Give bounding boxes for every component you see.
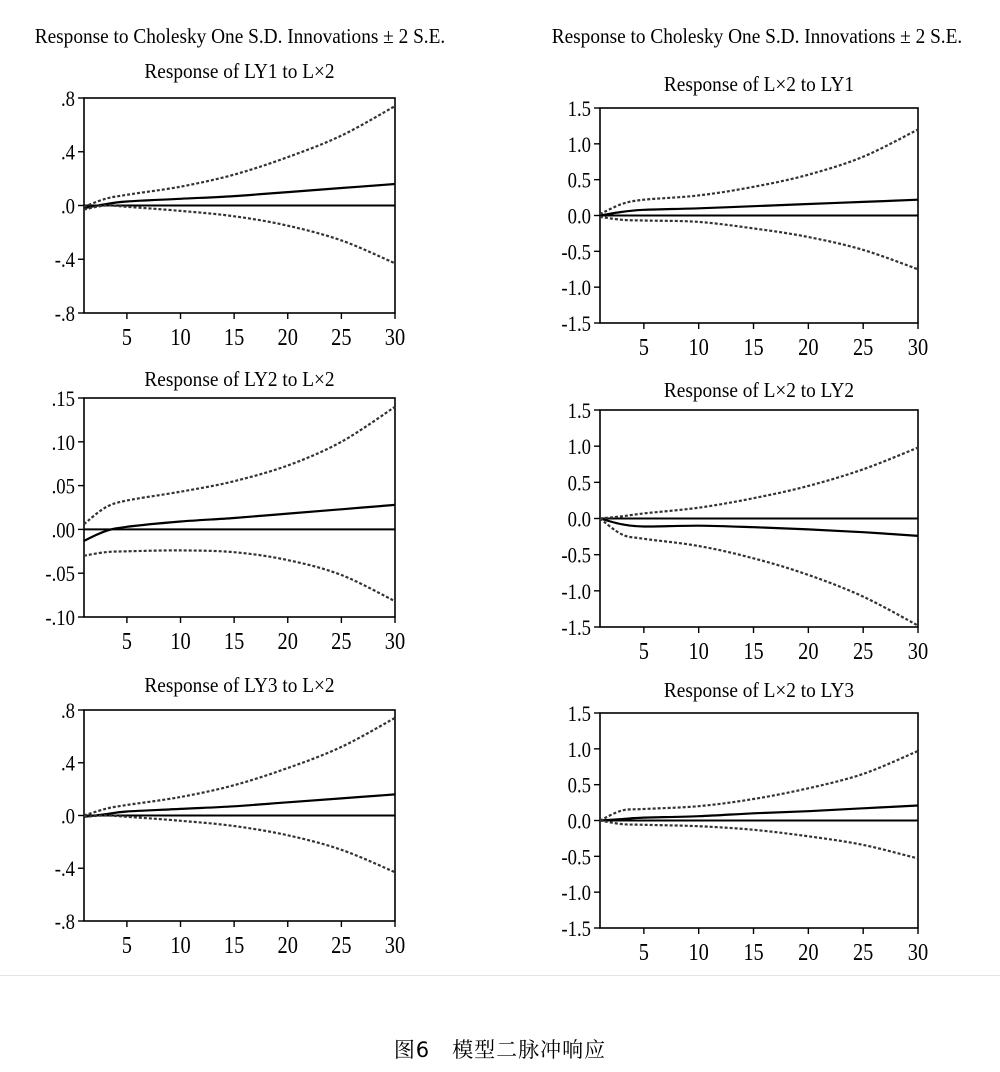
x-tick-label: 15 [743, 333, 764, 361]
y-tick-label: 1.0 [567, 738, 591, 763]
chart-title: Response of L×2 to LY3 [663, 679, 855, 703]
chart-title: Response of L×2 to LY1 [663, 73, 855, 97]
response-line [600, 200, 918, 216]
x-tick-label: 5 [121, 323, 132, 351]
y-tick-label: 1.5 [567, 702, 591, 727]
x-tick-label: 10 [688, 333, 709, 361]
x-tick-label: 20 [798, 333, 819, 361]
y-tick-label: .10 [51, 431, 75, 456]
y-tick-label: 1.5 [567, 399, 591, 424]
chart-title: Response of L×2 to LY2 [663, 379, 855, 403]
x-tick-label: 15 [223, 931, 245, 959]
y-tick-label: 0.0 [567, 205, 591, 229]
upper-band-line [600, 751, 918, 821]
lower-band-line [84, 816, 395, 873]
y-tick-label: 0.5 [567, 472, 591, 496]
x-tick-label: 5 [638, 333, 649, 361]
y-tick-label: -0.5 [561, 241, 591, 265]
y-tick-label: .4 [60, 752, 75, 777]
y-tick-label: -1.0 [561, 580, 591, 605]
chart-title: Response of LY3 to L×2 [144, 674, 335, 698]
x-tick-label: 10 [688, 637, 709, 665]
x-tick-label: 10 [170, 931, 191, 959]
lower-band-line [84, 550, 395, 601]
y-tick-label: -0.5 [561, 544, 591, 569]
x-tick-label: 30 [907, 333, 929, 361]
upper-band-line [600, 448, 918, 519]
response-line [600, 519, 918, 536]
y-tick-label: -1.5 [561, 312, 591, 337]
x-tick-label: 30 [384, 627, 406, 655]
x-tick-label: 10 [688, 938, 709, 966]
chart-3 [45, 368, 405, 654]
y-tick-label: -.05 [45, 562, 75, 587]
y-tick-label: .8 [60, 87, 75, 112]
response-line [84, 505, 395, 541]
y-tick-label: -1.0 [561, 276, 591, 301]
x-tick-label: 5 [121, 931, 132, 959]
upper-band-line [84, 407, 395, 524]
y-tick-label: 0.5 [567, 774, 591, 799]
x-tick-label: 20 [798, 637, 819, 665]
chart-title: Response of LY2 to L×2 [144, 368, 335, 392]
y-tick-label: -.10 [45, 606, 75, 631]
x-tick-label: 25 [852, 333, 874, 361]
y-tick-label: -1.5 [561, 616, 591, 641]
chart-4 [561, 379, 928, 664]
y-tick-label: 0.5 [567, 169, 591, 194]
chart-5 [55, 674, 405, 958]
x-tick-label: 30 [907, 637, 929, 665]
y-tick-label: .05 [51, 475, 75, 499]
plot-frame [84, 398, 395, 617]
y-tick-label: -1.5 [561, 917, 591, 942]
figure-divider [0, 975, 1000, 976]
left-column-header: Response to Cholesky One S.D. Innovations ± 2 S.E. [34, 25, 446, 49]
y-tick-label: -1.0 [561, 881, 591, 906]
x-tick-label: 5 [638, 938, 649, 966]
y-tick-label: -.4 [54, 857, 75, 882]
lower-band-line [600, 821, 918, 859]
y-tick-label: 1.0 [567, 435, 591, 460]
x-tick-label: 25 [852, 938, 874, 966]
x-tick-label: 25 [331, 323, 352, 351]
x-tick-label: 10 [170, 323, 191, 351]
x-tick-label: 15 [223, 627, 245, 655]
right-column-header: Response to Cholesky One S.D. Innovations ± 2 S.E. [551, 25, 963, 49]
lower-band-line [600, 217, 918, 269]
x-tick-label: 10 [170, 627, 191, 655]
x-tick-label: 20 [277, 627, 298, 655]
y-tick-label: 1.0 [567, 133, 591, 158]
response-line [84, 794, 395, 816]
y-tick-label: 0.0 [567, 810, 591, 834]
y-tick-label: .00 [51, 519, 75, 543]
x-tick-label: 15 [223, 323, 245, 351]
x-tick-label: 5 [638, 637, 649, 665]
y-tick-label: 1.5 [567, 97, 591, 122]
lower-band-line [600, 519, 918, 626]
x-tick-label: 30 [384, 931, 406, 959]
x-tick-label: 20 [277, 323, 298, 351]
chart-2 [561, 73, 928, 360]
x-tick-label: 25 [331, 931, 352, 959]
upper-band-line [84, 718, 395, 816]
y-tick-label: -0.5 [561, 846, 591, 870]
y-tick-label: .15 [51, 387, 75, 412]
x-tick-label: 30 [384, 323, 406, 351]
x-tick-label: 30 [907, 938, 929, 966]
figure-caption [0, 1034, 1000, 1064]
lower-band-line [84, 205, 395, 263]
chart-1 [55, 60, 405, 350]
x-tick-label: 15 [743, 637, 764, 665]
chart-6 [561, 679, 928, 965]
x-tick-label: 20 [798, 938, 819, 966]
y-tick-label: .4 [60, 141, 75, 166]
chart-title: Response of LY1 to L×2 [144, 60, 335, 84]
x-tick-label: 20 [277, 931, 298, 959]
y-tick-label: -.8 [54, 302, 75, 327]
x-tick-label: 5 [121, 627, 132, 655]
caption-text: 模型二脉冲响应 [452, 1038, 607, 1062]
y-tick-label: .0 [60, 195, 75, 219]
y-tick-label: -.4 [54, 248, 75, 273]
y-tick-label: .8 [60, 699, 75, 724]
upper-band-line [84, 106, 395, 207]
y-tick-label: -.8 [54, 910, 75, 935]
x-tick-label: 25 [331, 627, 352, 655]
x-tick-label: 25 [852, 637, 874, 665]
plot-grid [45, 60, 928, 965]
x-tick-label: 15 [743, 938, 764, 966]
caption-number: 图6 [393, 1038, 431, 1062]
y-tick-label: 0.0 [567, 508, 591, 532]
y-tick-label: .0 [60, 805, 75, 829]
